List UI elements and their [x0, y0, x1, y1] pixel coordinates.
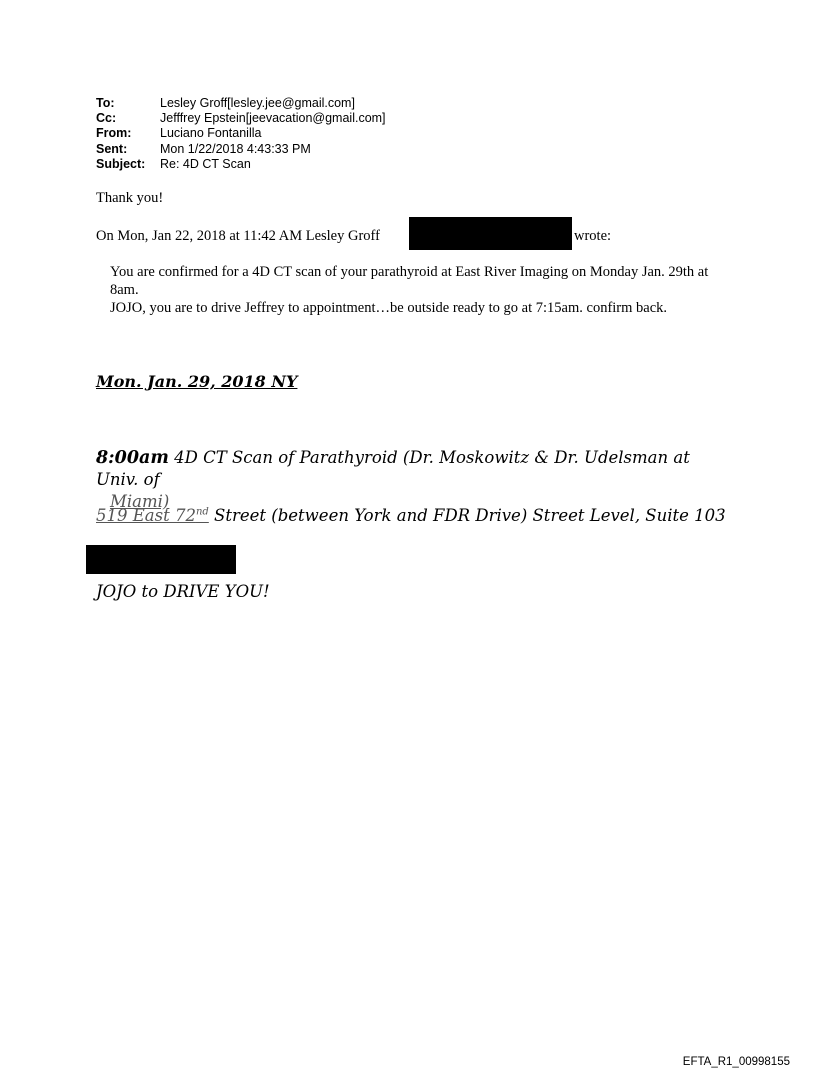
header-from	[96, 126, 386, 141]
document-id: EFTA_R1_00998155	[682, 1056, 790, 1068]
header-cc	[96, 111, 386, 126]
header-to	[96, 96, 386, 111]
reply-text: Thank you!	[96, 190, 164, 206]
address-link[interactable]	[96, 506, 209, 525]
header-value: Jefffrey Epstein[jeevacation@gmail.com]	[160, 111, 386, 126]
appointment-text-link[interactable]: Miami)	[110, 492, 170, 511]
header-value: Re: 4D CT Scan	[160, 156, 251, 171]
header-value: Lesley Groff[lesley.jee@gmail.com]	[160, 96, 355, 110]
email-headers	[96, 96, 386, 172]
header-label: Sent:	[96, 141, 128, 156]
quote-intro: On Mon, Jan 22, 2018 at 11:42 AM Lesley Groff	[96, 228, 380, 244]
address-superscript: nd	[195, 506, 209, 518]
header-value: Mon 1/22/2018 4:43:33 PM	[160, 141, 311, 156]
header-label: Subject:	[96, 156, 146, 171]
quoted-line: You are confirmed for a 4D CT scan of your parathyroid at East River Imaging on Monday Jan. 29th at 8am.	[110, 264, 709, 299]
quoted-message	[110, 263, 710, 318]
quoted-line: JOJO, you are to drive Jeffrey to appointment…be outside ready to go at 7:15am. confirm back.	[110, 300, 668, 317]
appointment-time: 8:00am	[96, 448, 169, 468]
header-sent	[96, 142, 386, 157]
header-value: Luciano Fontanilla	[160, 126, 262, 141]
header-label: Cc:	[96, 111, 117, 126]
redaction-box	[86, 545, 236, 574]
redaction-box	[409, 217, 572, 250]
schedule-date-heading: Mon. Jan. 29, 2018 NY	[96, 372, 298, 391]
address-link-text: 519 East 72	[96, 506, 196, 525]
driver-note: JOJO to DRIVE YOU!	[96, 582, 270, 601]
address-rest: Street (between York and FDR Drive) Street Level, Suite 103	[208, 506, 726, 525]
appointment-entry	[96, 447, 736, 513]
appointment-address	[96, 506, 726, 525]
header-label: From:	[96, 126, 132, 141]
appointment-text: 4D CT Scan of Parathyroid (Dr. Moskowitz & Dr. Udelsman at Univ. of	[96, 448, 690, 489]
header-label: To:	[96, 96, 115, 110]
header-subject	[96, 157, 386, 172]
quote-intro-end: wrote:	[574, 228, 612, 244]
